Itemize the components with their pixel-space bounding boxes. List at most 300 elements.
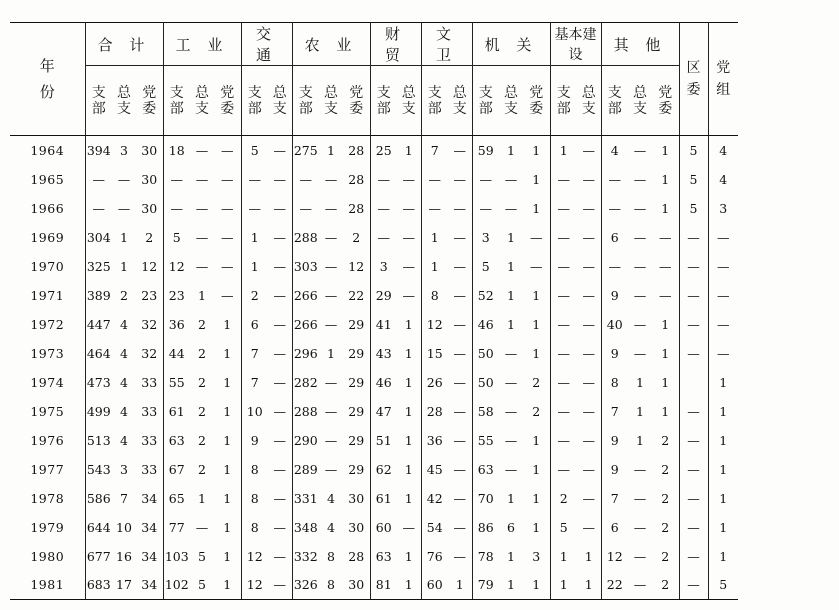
table-cell: 5 bbox=[190, 571, 214, 600]
year-cell: 1966 bbox=[30, 200, 65, 216]
table-cell: — bbox=[504, 432, 518, 448]
table-cell: — bbox=[628, 571, 652, 600]
table-cell: — bbox=[582, 171, 595, 187]
table-cell: 5 bbox=[198, 548, 206, 564]
table-row bbox=[10, 368, 738, 397]
table-row bbox=[10, 165, 738, 194]
sub-header-cell: 支 部 bbox=[370, 66, 397, 136]
table-cell: 2 bbox=[661, 461, 670, 477]
table-cell: 1 bbox=[708, 542, 738, 571]
table-cell: 1 bbox=[532, 200, 541, 216]
table-cell: 77 bbox=[163, 513, 190, 542]
year-header: 年 份 bbox=[10, 23, 85, 136]
table-cell: — bbox=[163, 194, 190, 223]
table-cell: — bbox=[582, 200, 595, 216]
table-cell: — bbox=[117, 200, 131, 216]
table-cell: — bbox=[453, 345, 466, 361]
table-cell: 332 bbox=[292, 542, 319, 571]
table-cell: — bbox=[453, 548, 466, 564]
table-cell: 9 bbox=[601, 426, 628, 455]
table-cell: 2 bbox=[198, 345, 206, 361]
table-cell: 28 bbox=[348, 200, 365, 216]
table-cell: 1 bbox=[532, 345, 541, 361]
table-cell: 290 bbox=[292, 426, 319, 455]
table-cell: — bbox=[601, 194, 628, 223]
table-cell: 1 bbox=[532, 171, 541, 187]
year-cell: 1980 bbox=[30, 548, 65, 564]
table-cell: 3 bbox=[708, 194, 738, 223]
table-cell: — bbox=[582, 258, 595, 274]
table-cell: — bbox=[708, 310, 738, 339]
table-cell: 1 bbox=[241, 252, 268, 281]
table-cell: — bbox=[324, 316, 338, 332]
table-cell: 1 bbox=[708, 397, 738, 426]
table-cell: — bbox=[472, 194, 499, 223]
table-cell: — bbox=[195, 229, 209, 245]
table-cell: — bbox=[324, 171, 338, 187]
table-cell: — bbox=[453, 287, 466, 303]
table-cell: 3 bbox=[370, 252, 397, 281]
table-cell: — bbox=[659, 258, 672, 274]
table-cell: 26 bbox=[421, 368, 448, 397]
table-cell: 8 bbox=[241, 455, 268, 484]
table-cell: 1 bbox=[120, 258, 128, 274]
table-cell: 1 bbox=[214, 571, 241, 600]
table-cell: 275 bbox=[292, 136, 319, 165]
table-cell: 3 bbox=[532, 548, 541, 564]
table-cell: — bbox=[370, 223, 397, 252]
table-cell: — bbox=[195, 519, 209, 535]
sub-header-cell: 支 部 bbox=[472, 66, 499, 136]
table-cell: 29 bbox=[348, 316, 365, 332]
table-cell: — bbox=[708, 223, 738, 252]
table-cell: — bbox=[453, 258, 466, 274]
table-cell: 2 bbox=[532, 374, 541, 390]
table-cell: 55 bbox=[163, 368, 190, 397]
table-row bbox=[10, 426, 738, 455]
table-cell: 34 bbox=[141, 490, 158, 506]
year-cell: 1973 bbox=[30, 345, 65, 361]
table-cell: — bbox=[550, 252, 577, 281]
table-cell: 288 bbox=[292, 397, 319, 426]
table-cell: 33 bbox=[141, 461, 158, 477]
table-cell: — bbox=[195, 200, 209, 216]
table-cell: — bbox=[504, 345, 518, 361]
table-cell: 34 bbox=[141, 519, 158, 535]
table-cell: 23 bbox=[141, 287, 158, 303]
table-cell: 2 bbox=[198, 374, 206, 390]
table-cell: 4 bbox=[120, 316, 128, 332]
table-cell: — bbox=[679, 223, 708, 252]
table-cell: — bbox=[582, 461, 595, 477]
table-cell: 1 bbox=[223, 345, 232, 361]
table-cell: — bbox=[601, 165, 628, 194]
table-cell: 1 bbox=[636, 403, 644, 419]
table-cell: — bbox=[85, 194, 112, 223]
table-cell: 2 bbox=[661, 432, 670, 448]
table-cell: 266 bbox=[292, 281, 319, 310]
table-cell: 34 bbox=[136, 571, 163, 600]
table-cell: 2 bbox=[661, 490, 670, 506]
sub-header-cell: 总 支 bbox=[112, 66, 136, 136]
table-cell: 1 bbox=[708, 513, 738, 542]
table-cell: 4 bbox=[708, 136, 738, 165]
table-cell: 29 bbox=[348, 374, 365, 390]
table-cell: 63 bbox=[163, 426, 190, 455]
table-cell: — bbox=[273, 171, 286, 187]
table-cell: — bbox=[633, 142, 647, 158]
table-cell: — bbox=[708, 339, 738, 368]
table-cell: 1 bbox=[532, 287, 541, 303]
table-cell: 18 bbox=[163, 136, 190, 165]
table-cell: — bbox=[550, 310, 577, 339]
table-cell: 42 bbox=[421, 484, 448, 513]
table-cell: 65 bbox=[163, 484, 190, 513]
table-cell: — bbox=[504, 200, 518, 216]
table-cell: 1 bbox=[507, 548, 515, 564]
table-cell: 86 bbox=[472, 513, 499, 542]
table-cell: 1 bbox=[327, 345, 335, 361]
sub-header-cell: 支 部 bbox=[601, 66, 628, 136]
table-cell: 7 bbox=[421, 136, 448, 165]
table-cell: 288 bbox=[292, 223, 319, 252]
table-cell: 28 bbox=[348, 171, 365, 187]
table-cell: 1 bbox=[532, 142, 541, 158]
table-cell: — bbox=[679, 484, 708, 513]
table-cell: — bbox=[633, 171, 647, 187]
table-cell: 683 bbox=[85, 571, 112, 600]
table-cell: — bbox=[195, 142, 209, 158]
table-cell: 1 bbox=[636, 374, 644, 390]
table-cell: 47 bbox=[370, 397, 397, 426]
table-cell: 2 bbox=[120, 287, 128, 303]
table-cell: 41 bbox=[370, 310, 397, 339]
table-cell: 33 bbox=[141, 432, 158, 448]
table-cell: — bbox=[421, 165, 448, 194]
table-cell: — bbox=[453, 171, 466, 187]
table-cell: 63 bbox=[472, 455, 499, 484]
table-cell: 2 bbox=[145, 229, 154, 245]
table-cell: — bbox=[324, 403, 338, 419]
table-cell: 2 bbox=[198, 403, 206, 419]
sub-header-cell: 支 部 bbox=[550, 66, 577, 136]
table-cell: 5 bbox=[550, 513, 577, 542]
table-cell: 22 bbox=[601, 571, 628, 600]
table-cell: — bbox=[273, 374, 286, 390]
table-cell: — bbox=[550, 223, 577, 252]
table-cell: — bbox=[324, 287, 338, 303]
year-cell: 1981 bbox=[10, 571, 85, 600]
table-cell: — bbox=[292, 194, 319, 223]
table-cell: — bbox=[708, 252, 738, 281]
group-header-finance-trade: 财 贸 bbox=[370, 23, 421, 66]
table-cell: 1 bbox=[550, 136, 577, 165]
table-cell: 30 bbox=[141, 171, 158, 187]
group-header-other: 其 他 bbox=[601, 23, 679, 66]
table-cell: 3 bbox=[472, 223, 499, 252]
table-cell: — bbox=[163, 165, 190, 194]
table-cell: 1 bbox=[577, 571, 601, 600]
table-cell: — bbox=[268, 571, 292, 600]
table-cell: 46 bbox=[370, 368, 397, 397]
table-cell: 464 bbox=[85, 339, 112, 368]
table-cell: 1 bbox=[661, 200, 670, 216]
table-cell: 6 bbox=[601, 223, 628, 252]
year-cell: 1975 bbox=[30, 403, 65, 419]
table-row bbox=[10, 397, 738, 426]
table-cell: 2 bbox=[198, 316, 206, 332]
table-cell: 4 bbox=[120, 432, 128, 448]
table-cell: — bbox=[402, 287, 415, 303]
table-row bbox=[10, 484, 738, 513]
year-cell: 1965 bbox=[30, 171, 65, 187]
table-cell: 61 bbox=[163, 397, 190, 426]
table-cell: 1 bbox=[661, 316, 670, 332]
table-cell: — bbox=[633, 548, 647, 564]
table-cell: — bbox=[679, 281, 708, 310]
table-cell: — bbox=[633, 345, 647, 361]
table-cell: — bbox=[679, 513, 708, 542]
sub-header-cell: 总 支 bbox=[397, 66, 421, 136]
table-cell: 1 bbox=[499, 571, 523, 600]
table-cell: 16 bbox=[116, 548, 132, 564]
table-cell: 1 bbox=[661, 345, 670, 361]
table-cell: 12 bbox=[163, 252, 190, 281]
table-cell: 1 bbox=[507, 490, 515, 506]
table-cell: — bbox=[453, 229, 466, 245]
table-cell: — bbox=[273, 200, 286, 216]
table-cell: 60 bbox=[421, 571, 448, 600]
table-cell: 7 bbox=[601, 484, 628, 513]
sub-header-cell: 党 委 bbox=[523, 66, 550, 136]
table-cell: — bbox=[550, 165, 577, 194]
table-cell: 29 bbox=[370, 281, 397, 310]
table-cell: 266 bbox=[292, 310, 319, 339]
table-cell: 29 bbox=[348, 403, 365, 419]
table-cell: 1 bbox=[532, 461, 541, 477]
table-cell: 2 bbox=[661, 548, 670, 564]
table-cell: 61 bbox=[370, 484, 397, 513]
table-cell: — bbox=[633, 316, 647, 332]
table-cell: 78 bbox=[472, 542, 499, 571]
table-cell: 9 bbox=[601, 281, 628, 310]
table-cell: — bbox=[402, 519, 415, 535]
table-cell: — bbox=[453, 461, 466, 477]
table-cell: 1 bbox=[198, 287, 206, 303]
sub-header-cell: 总 支 bbox=[268, 66, 292, 136]
table-cell: 30 bbox=[348, 490, 365, 506]
table-cell: — bbox=[550, 339, 577, 368]
table-cell: 2 bbox=[198, 432, 206, 448]
table-cell: 677 bbox=[85, 542, 112, 571]
table-cell: 40 bbox=[601, 310, 628, 339]
table-cell: 1 bbox=[661, 403, 670, 419]
table-cell: 8 bbox=[601, 368, 628, 397]
table-cell: — bbox=[273, 490, 286, 506]
table-cell: — bbox=[679, 542, 708, 571]
table-cell: — bbox=[85, 165, 112, 194]
group-header-capital-construction: 基本建设 bbox=[550, 23, 601, 66]
table-cell: 1 bbox=[241, 223, 268, 252]
table-row bbox=[10, 455, 738, 484]
table-cell: — bbox=[453, 519, 466, 535]
group-header-transport: 交 通 bbox=[241, 23, 292, 66]
table-cell: 2 bbox=[198, 461, 206, 477]
table-cell: 2 bbox=[652, 571, 679, 600]
table-cell: 282 bbox=[292, 368, 319, 397]
table-cell: 1 bbox=[708, 368, 738, 397]
table-cell: 7 bbox=[241, 339, 268, 368]
table-cell: 289 bbox=[292, 455, 319, 484]
table-cell: 1 bbox=[397, 571, 421, 600]
table-cell: — bbox=[273, 229, 286, 245]
table-cell: — bbox=[195, 258, 209, 274]
table-cell: — bbox=[550, 194, 577, 223]
table-cell: — bbox=[472, 165, 499, 194]
table-cell: — bbox=[402, 200, 415, 216]
table-cell: 5 bbox=[679, 136, 708, 165]
table-cell: 10 bbox=[241, 397, 268, 426]
table-cell: 5 bbox=[472, 252, 499, 281]
table-cell: 81 bbox=[370, 571, 397, 600]
table-cell: 1 bbox=[223, 432, 232, 448]
sub-header-cell: 总 支 bbox=[319, 66, 343, 136]
table-cell: — bbox=[324, 200, 338, 216]
table-cell: 33 bbox=[141, 403, 158, 419]
table-cell: 30 bbox=[141, 200, 158, 216]
table-cell: 43 bbox=[370, 339, 397, 368]
table-cell: 58 bbox=[472, 397, 499, 426]
sub-header-cell: 支 部 bbox=[241, 66, 268, 136]
sub-header-cell: 党 委 bbox=[343, 66, 370, 136]
table-row bbox=[10, 281, 738, 310]
table-cell: 1 bbox=[223, 548, 232, 564]
table-cell: 1 bbox=[421, 223, 448, 252]
table-cell: 7 bbox=[241, 368, 268, 397]
table-cell: — bbox=[453, 490, 466, 506]
sub-header-cell: 总 支 bbox=[499, 66, 523, 136]
table-row bbox=[10, 136, 738, 165]
table-cell: 304 bbox=[85, 223, 112, 252]
table-cell: — bbox=[679, 252, 708, 281]
table-cell: — bbox=[241, 165, 268, 194]
table-cell: 1 bbox=[223, 461, 232, 477]
table-row bbox=[10, 252, 738, 281]
table-cell: 55 bbox=[472, 426, 499, 455]
table-cell: 4 bbox=[120, 374, 128, 390]
table-cell: — bbox=[633, 200, 647, 216]
table-cell: — bbox=[633, 490, 647, 506]
table-cell: — bbox=[550, 426, 577, 455]
table-cell: 12 bbox=[421, 310, 448, 339]
table-cell: 331 bbox=[292, 484, 319, 513]
table-cell: 9 bbox=[241, 426, 268, 455]
table-cell: — bbox=[221, 171, 234, 187]
table-cell: 12 bbox=[241, 571, 268, 600]
table-cell: — bbox=[582, 345, 595, 361]
sub-header-cell: 总 支 bbox=[628, 66, 652, 136]
table-cell: — bbox=[453, 403, 466, 419]
table-cell: 1 bbox=[550, 542, 577, 571]
table-cell: 1 bbox=[584, 548, 593, 564]
table-cell: — bbox=[601, 252, 628, 281]
table-cell: 1 bbox=[120, 229, 128, 245]
table-cell: 44 bbox=[163, 339, 190, 368]
table-cell: 303 bbox=[292, 252, 319, 281]
table-cell: 1 bbox=[532, 490, 541, 506]
table-cell: 447 bbox=[85, 310, 112, 339]
table-cell: 389 bbox=[85, 281, 112, 310]
table-cell: 1 bbox=[550, 571, 577, 600]
table-cell: — bbox=[679, 339, 708, 368]
table-cell: — bbox=[633, 461, 647, 477]
table-cell: 1 bbox=[404, 403, 413, 419]
table-cell: — bbox=[273, 345, 286, 361]
table-cell: 62 bbox=[370, 455, 397, 484]
table-cell: — bbox=[633, 258, 647, 274]
table-cell: 103 bbox=[163, 542, 190, 571]
table-row bbox=[10, 339, 738, 368]
table-cell: 3 bbox=[120, 461, 128, 477]
table-cell: — bbox=[402, 229, 415, 245]
sub-header-cell: 党 委 bbox=[652, 66, 679, 136]
table-cell: 1 bbox=[404, 548, 413, 564]
table-cell: 50 bbox=[472, 339, 499, 368]
table-cell: 1 bbox=[661, 374, 670, 390]
sub-header-cell: 总 支 bbox=[448, 66, 472, 136]
table-cell: — bbox=[221, 258, 234, 274]
table-cell: 76 bbox=[421, 542, 448, 571]
table-cell: 1 bbox=[708, 455, 738, 484]
table-cell: 1 bbox=[507, 258, 515, 274]
table-cell: 1 bbox=[404, 461, 413, 477]
group-header-agriculture: 农 业 bbox=[292, 23, 370, 66]
year-cell: 1976 bbox=[30, 432, 65, 448]
table-cell: — bbox=[582, 316, 595, 332]
table-cell bbox=[679, 368, 708, 397]
table-cell: — bbox=[582, 229, 595, 245]
table-cell: 1 bbox=[223, 374, 232, 390]
table-cell: — bbox=[582, 403, 595, 419]
table-cell: 2 bbox=[352, 229, 361, 245]
table-cell: — bbox=[679, 397, 708, 426]
table-cell: — bbox=[582, 142, 595, 158]
table-cell: 1 bbox=[223, 403, 232, 419]
table-cell: — bbox=[117, 171, 131, 187]
table-cell: 473 bbox=[85, 368, 112, 397]
table-cell: 1 bbox=[223, 519, 232, 535]
table-cell: 1 bbox=[327, 142, 335, 158]
table-cell: 70 bbox=[472, 484, 499, 513]
year-cell: 1974 bbox=[30, 374, 65, 390]
table-cell: 50 bbox=[472, 368, 499, 397]
table-cell: — bbox=[633, 229, 647, 245]
table-cell: 29 bbox=[348, 345, 365, 361]
year-cell: 1971 bbox=[30, 287, 65, 303]
table-cell: — bbox=[324, 374, 338, 390]
table-cell: — bbox=[679, 455, 708, 484]
table-cell: 7 bbox=[120, 490, 128, 506]
table-cell: — bbox=[324, 432, 338, 448]
table-cell: — bbox=[582, 432, 595, 448]
sub-header-row bbox=[10, 66, 738, 136]
table-cell: 2 bbox=[661, 519, 670, 535]
table-cell: 394 bbox=[85, 136, 112, 165]
table-cell: — bbox=[221, 287, 234, 303]
table-cell: 46 bbox=[472, 310, 499, 339]
table-row bbox=[10, 194, 738, 223]
table-cell: 32 bbox=[141, 316, 158, 332]
